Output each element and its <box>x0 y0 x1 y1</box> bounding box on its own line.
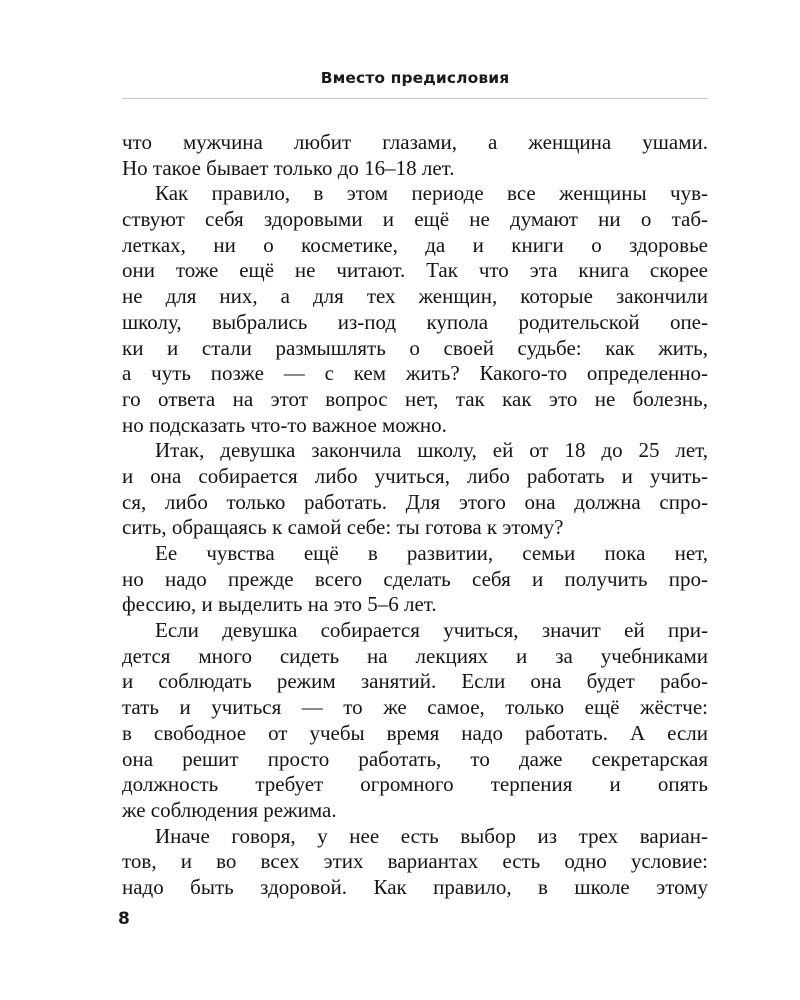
text-line: надо быть здоровой. Как правило, в школе этому <box>122 874 708 899</box>
text-line: го ответа на этот вопрос нет, так как это не болезнь, <box>122 386 708 411</box>
text-line: Итак, девушка закончила школу, ей от 18 до 25 лет, <box>155 438 708 463</box>
text-line: сить, обращаясь к самой себе: ты готова к этому? <box>122 515 564 540</box>
body-text <box>122 130 708 901</box>
text-line: что мужчина любит глазами, а женщина ушами. <box>122 130 708 154</box>
text-line: школу, выбрались из-под купола родительской опе- <box>122 309 708 334</box>
text-line: они тоже ещё не читают. Так что эта книга скорее <box>122 258 708 283</box>
header-rule <box>122 98 708 99</box>
text-line: Ее чувства ещё в развитии, семьи пока нет, <box>155 541 708 565</box>
text-line: ся, либо только работать. Для этого она должна спро- <box>122 489 708 514</box>
text-line: и она собирается либо учиться, либо работать и учить- <box>122 463 708 488</box>
text-line: Как правило, в этом периоде все женщины чув- <box>155 181 708 206</box>
text-line: летках, ни о косметике, да и книги о здоровье <box>122 232 708 257</box>
text-line: но надо прежде всего сделать себя и получить про- <box>122 566 708 591</box>
running-head: Вместо предисловия <box>320 69 510 87</box>
text-line: Если девушка собирается учиться, значит ей при- <box>155 618 708 643</box>
text-line: должность требует огромного терпения и опять <box>122 772 708 797</box>
text-line: тать и учиться — то же самое, только ещё жёстче: <box>122 695 708 720</box>
text-line: же соблюдения режима. <box>122 797 337 822</box>
text-line: фессию, и выделить на это 5–6 лет. <box>122 592 437 617</box>
text-line: ствуют себя здоровыми и ещё не думают ни о таб- <box>122 207 708 232</box>
text-line: а чуть позже — с кем жить? Какого-то определенно- <box>122 361 708 386</box>
text-line: ки и стали размышлять о своей судьбе: как жить, <box>122 335 708 360</box>
page-number: 8 <box>118 909 130 929</box>
text-line: и соблюдать режим занятий. Если она будет рабо- <box>122 669 708 694</box>
text-line: дется много сидеть на лекциях и за учебниками <box>122 643 708 668</box>
text-line: но подсказать что-то важное можно. <box>122 412 447 437</box>
text-line: не для них, а для тех женщин, которые закончили <box>122 284 708 309</box>
text-line: Иначе говоря, у нее есть выбор из трех вариан- <box>155 823 708 848</box>
text-line: Но такое бывает только до 16–18 лет. <box>122 155 455 180</box>
text-line: тов, и во всех этих вариантах есть одно условие: <box>122 849 708 874</box>
text-line: в свободное от учебы время надо работать. А если <box>122 720 708 745</box>
text-line: она решит просто работать, то даже секретарская <box>122 746 708 771</box>
